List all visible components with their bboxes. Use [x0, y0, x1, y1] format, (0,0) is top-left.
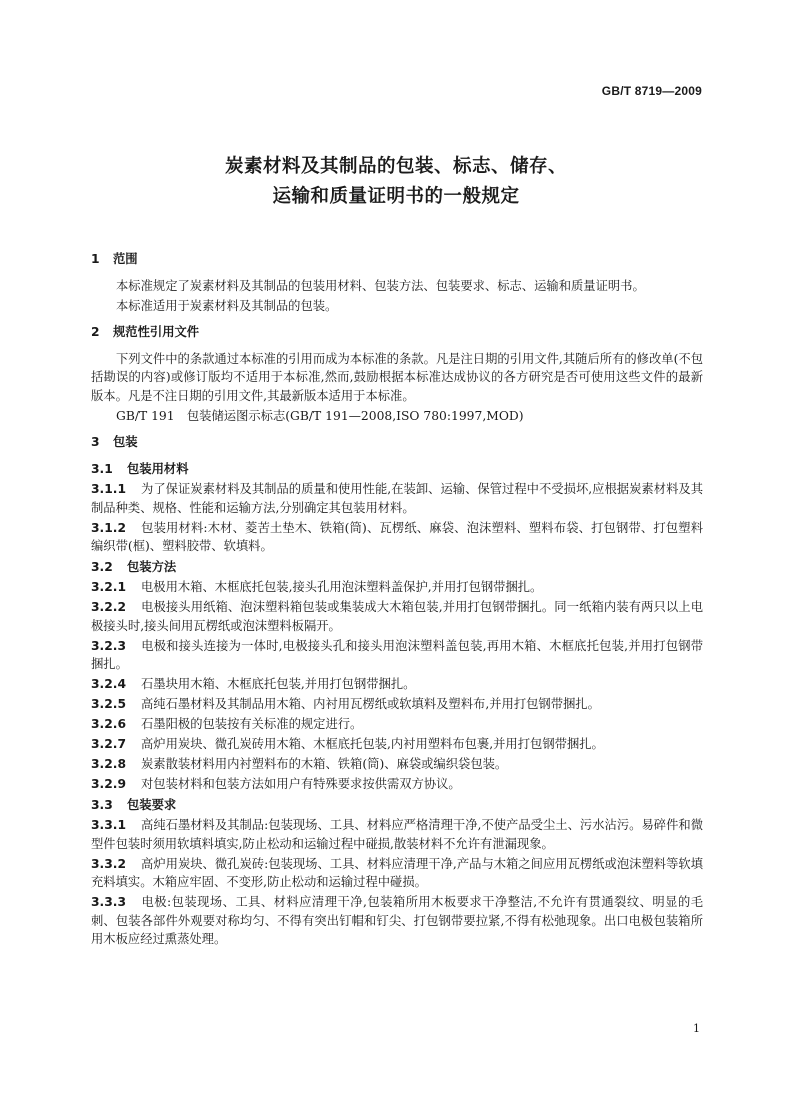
clause-number: 3.3.3 — [91, 895, 127, 909]
clause-text: 电极和接头连接为一体时,电极接头孔和接头用泡沫塑料盖包装,再用木箱、木框底托包装,并用打包钢带捆扎。 — [91, 638, 703, 671]
clause — [91, 755, 703, 774]
clause-number: 3.2.6 — [91, 717, 127, 731]
clause — [91, 816, 703, 853]
clause — [91, 735, 703, 754]
clause-text: 石墨块用木箱、木框底托包装,并用打包钢带捆扎。 — [141, 677, 416, 691]
subsection-number: 3.2 — [91, 559, 113, 574]
subsection-heading-packaging-requirements — [91, 796, 703, 815]
clause-text: 高纯石墨材料及其制品用木箱、内衬用瓦楞纸或软填料及塑料布,并用打包钢带捆扎。 — [141, 697, 600, 711]
clause-number: 3.2.4 — [91, 677, 127, 691]
section-title: 规范性引用文件 — [113, 325, 200, 339]
clause — [91, 480, 703, 517]
subsection-heading-packaging-methods — [91, 558, 703, 577]
section-title: 包装 — [113, 435, 138, 449]
clause-text: 电极接头用纸箱、泡沫塑料箱包装或集装成大木箱包装,并用打包钢带捆扎。同一纸箱内装有两只以上电极接头时,接头间用瓦楞纸或泡沫塑料板隔开。 — [91, 600, 703, 633]
subsection-heading-packaging-materials — [91, 460, 703, 479]
section-number: 1 — [91, 252, 100, 266]
clause-text: 高炉用炭块、微孔炭砖:包装现场、工具、材料应清理干净,产品与木箱之间应用瓦楞纸或泡沫塑料等软填充料填实。木箱应牢固、不变形,防止松动和运输过程中碰损。 — [91, 856, 703, 889]
clause-number: 3.2.7 — [91, 737, 127, 751]
clause — [91, 675, 703, 694]
section-heading-normative-references — [91, 323, 703, 342]
clause — [91, 893, 703, 949]
clause — [91, 715, 703, 734]
section-title: 范围 — [113, 252, 138, 266]
clause — [91, 855, 703, 892]
page-number: 1 — [693, 1022, 700, 1035]
standard-code: GB/T 8719—2009 — [601, 84, 702, 98]
subsection-title: 包装用材料 — [127, 461, 189, 476]
clause-text: 包装用材料:木材、菱苦土垫木、铁箱(筒)、瓦楞纸、麻袋、泡沫塑料、塑料布袋、打包钢带、打包塑料编织带(框)、塑料胶带、软填料。 — [91, 520, 703, 553]
clause-text: 高纯石墨材料及其制品:包装现场、工具、材料应严格清理干净,不使产品受尘土、污水沾污。易碎件和微型件包装时须用软填料填实,防止松动和运输过程中碰损,散装材料不允许有泄漏现象。 — [91, 818, 703, 851]
paragraph: 下列文件中的条款通过本标准的引用而成为本标准的条款。凡是注日期的引用文件,其随后所有的修改单(不包括勘误的内容)或修订版均不适用于本标准,然而,鼓励根据本标准达成协议的各方研究是否可使用这些文件的最新版本。凡是不注日期的引用文件,其最新版本适用于本标准。 — [91, 351, 703, 403]
paragraph: 本标准规定了炭素材料及其制品的包装用材料、包装方法、包装要求、标志、运输和质量证明书。 — [116, 278, 645, 293]
subsection-number: 3.3 — [91, 797, 113, 812]
clause-text: 对包装材料和包装方法如用户有特殊要求按供需双方协议。 — [141, 777, 461, 791]
document-title-line-2: 运输和质量证明书的一般规定 — [272, 186, 520, 207]
document-title-line-1: 炭素材料及其制品的包装、标志、储存、 — [224, 156, 567, 177]
clause-number: 3.2.2 — [91, 600, 127, 614]
clause-text: 石墨阳极的包装按有关标准的规定进行。 — [141, 717, 363, 731]
clause-number: 3.3.1 — [91, 818, 127, 832]
subsection-title: 包装要求 — [127, 797, 177, 812]
clause-number: 3.2.1 — [91, 580, 127, 594]
clause-number: 3.3.2 — [91, 856, 127, 871]
clause-text: 炭素散装材料用内衬塑料布的木箱、铁箱(筒)、麻袋或编织袋包装。 — [141, 757, 508, 771]
clause — [91, 637, 703, 674]
document-body — [91, 250, 703, 950]
clause — [91, 695, 703, 714]
clause-number: 3.2.8 — [91, 757, 127, 771]
clause-number: 3.2.9 — [91, 777, 127, 791]
clause-text: 为了保证炭素材料及其制品的质量和使用性能,在装卸、运输、保管过程中不受损坏,应根据炭素材料及其制品种类、规格、性能和运输方法,分别确定其包装用材料。 — [91, 482, 703, 515]
clause-number: 3.2.5 — [91, 697, 127, 711]
clause — [91, 519, 703, 556]
paragraph: 本标准适用于炭素材料及其制品的包装。 — [116, 298, 338, 313]
subsection-title: 包装方法 — [127, 559, 177, 574]
section-number: 2 — [91, 325, 100, 339]
reference-entry: GB/T 191 包装储运图示标志(GB/T 191—2008,ISO 780:1997,MOD) — [116, 408, 524, 423]
subsection-number: 3.1 — [91, 461, 113, 476]
section-number: 3 — [91, 435, 100, 449]
section-heading-packaging — [91, 433, 703, 452]
clause-number: 3.2.3 — [91, 638, 127, 653]
clause — [91, 775, 703, 794]
clause-text: 电极用木箱、木框底托包装,接头孔用泡沫塑料盖保护,并用打包钢带捆扎。 — [141, 580, 543, 594]
clause-text: 电极:包装现场、工具、材料应清理干净,包装箱所用木板要求干净整洁,不允许有贯通裂纹、明显的毛刺、包装各部件外观要对称均匀、不得有突出钉帽和钉尖、打包钢带要拉紧,不得有松弛现象。出口电极包装箱所用木板应经过熏蒸处理。 — [91, 895, 703, 946]
clause-number: 3.1.2 — [91, 520, 127, 535]
clause-number: 3.1.1 — [91, 482, 127, 496]
clause — [91, 598, 703, 635]
clause — [91, 578, 703, 597]
clause-text: 高炉用炭块、微孔炭砖用木箱、木框底托包装,内衬用塑料布包裹,并用打包钢带捆扎。 — [141, 737, 604, 751]
section-heading-scope — [91, 250, 703, 269]
